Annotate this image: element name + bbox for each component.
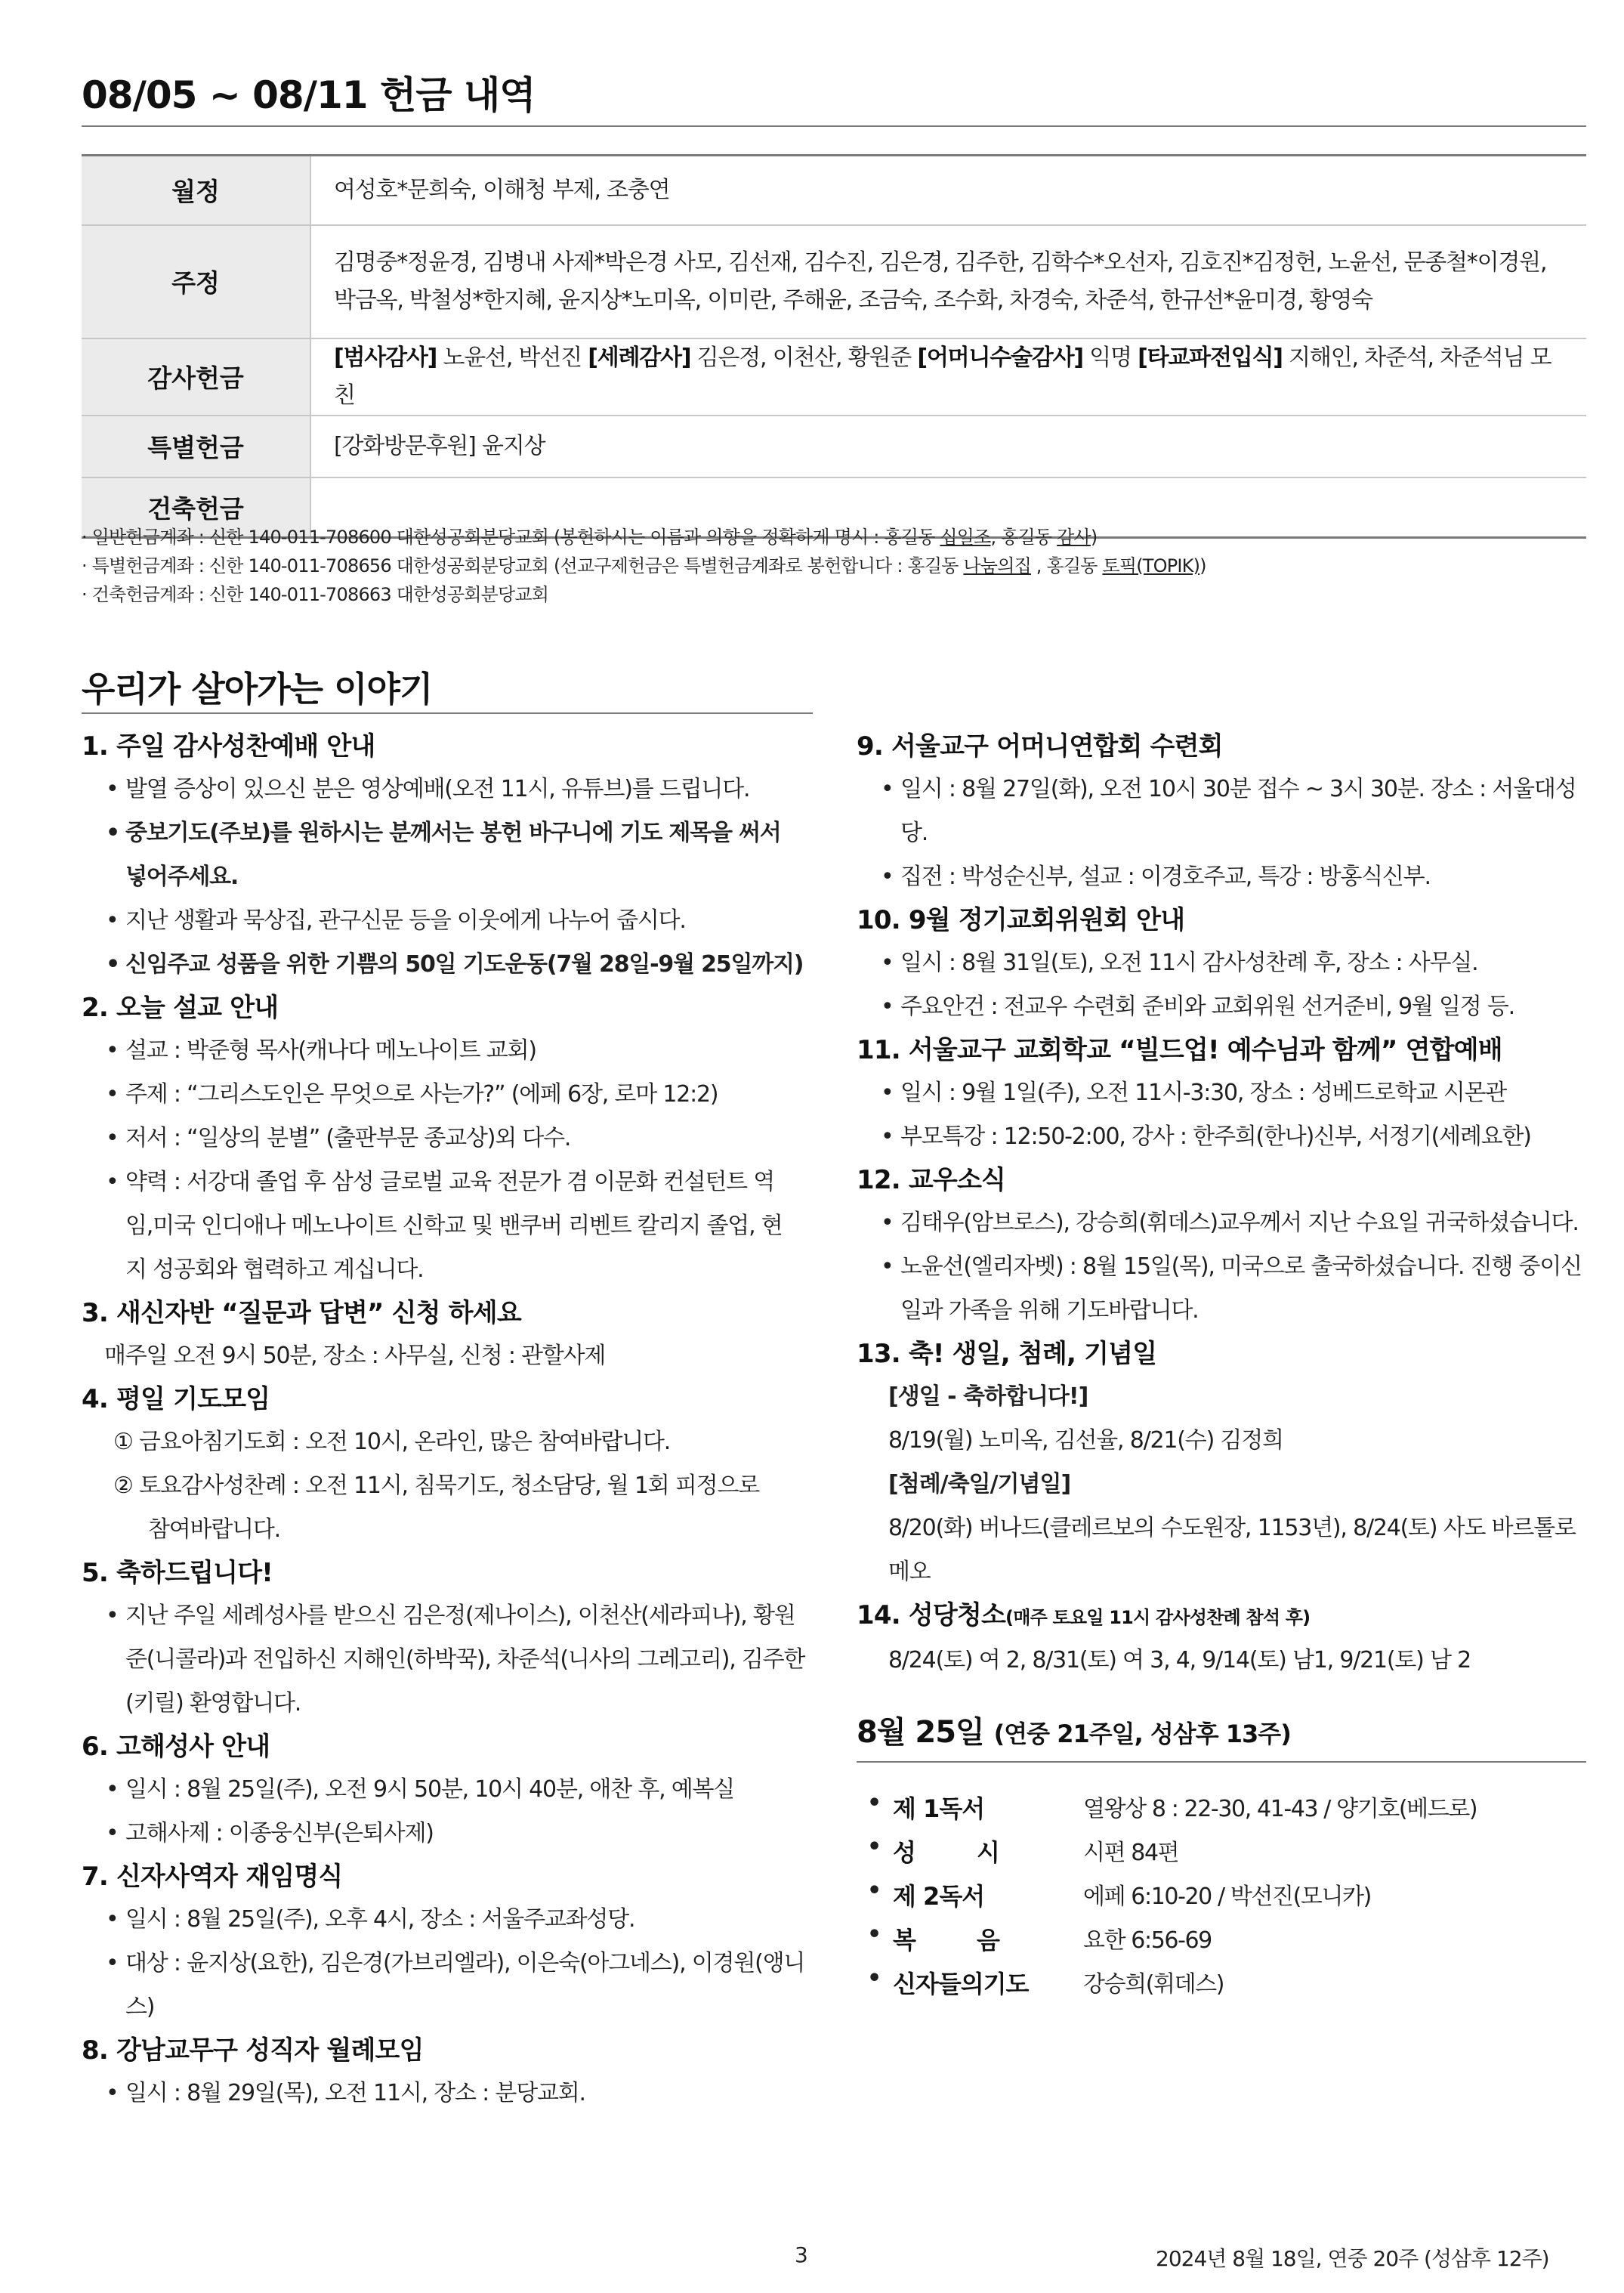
item-title-text: 14. 성당청소 (857, 1600, 1006, 1630)
item-text: 8/20(화) 버나드(클레르보의 수도원장, 1153년), 8/24(토) 사도 바르톨로메오 (888, 1515, 1576, 1585)
page-number: 3 (795, 2242, 808, 2267)
bullet: • 일시 : 9월 1일(주), 오전 11시-3:30, 장소 : 성베드로학교 시몬관 (857, 1071, 1586, 1115)
bullet-line: 임,미국 인디애나 메노나이트 신학교 및 밴쿠버 리벤트 칼리지 졸업, 현 (125, 1213, 783, 1239)
reading-label: 성 시 (893, 1838, 999, 1867)
right-column (857, 725, 1586, 2003)
offering-row (82, 416, 1586, 477)
reading-value: 강승희(휘데스) (1083, 1971, 1224, 1998)
reading-row (857, 1828, 1586, 1871)
reading-row (857, 1871, 1586, 1915)
reading-label: 제 2독서 (893, 1882, 985, 1911)
bullet: • 지난 생활과 묵상집, 관구신문 등을 이웃에게 나누어 줍시다. (82, 899, 813, 943)
left-column (82, 725, 813, 2115)
bullet (857, 1245, 1586, 1333)
bullet: • 신임주교 성품을 위한 기쁨의 50일 기도운동(7월 28일-9월 25일까지) (82, 943, 813, 987)
offering-tag: [타교파전입식] (1138, 344, 1283, 371)
note-underline: 십일조 (940, 527, 991, 548)
item-title: 8. 강남교무구 성직자 월례모임 (82, 2035, 424, 2066)
story-title: 우리가 살아가는 이야기 (82, 669, 433, 709)
readings-date: 8월 25일 (857, 1715, 984, 1750)
bullet: • 김태우(암브로스), 강승희(휘데스)교우께서 지난 수요일 귀국하셨습니다. (857, 1201, 1586, 1245)
offering-row (82, 156, 1586, 225)
bullet: • 고해사제 : 이종웅신부(은퇴사제) (82, 1812, 813, 1856)
bullet: • 일시 : 8월 31일(토), 오전 11시 감사성찬례 후, 장소 : 사무실. (857, 941, 1586, 985)
item-title: 2. 오늘 설교 안내 (82, 993, 279, 1023)
item-title-note: (매주 토요일 11시 감사성찬례 참석 후) (1005, 1607, 1311, 1628)
offering-label: 특별헌금 (82, 416, 310, 477)
offering-names (310, 338, 1586, 416)
note-text: · 일반헌금계좌 : 신한 140-011-708600 대한성공회분당교회 (봉헌하시는 이름과 의향을 정확하게 명시 : 홍길동 (82, 527, 940, 548)
bullet: • 일시 : 8월 27일(화), 오전 10시 30분 접수 ~ 3시 30분. 장소 : 서울대성당. (857, 768, 1586, 855)
reading-value: 열왕상 8 : 22-30, 41-43 / 양기호(베드로) (1083, 1796, 1477, 1822)
bullet-line: 중보기도(주보)를 원하시는 분께서는 봉헌 바구니에 기도 제목을 써서 (125, 820, 781, 846)
offering-title: 08/05 ~ 08/11 헌금 내역 (82, 73, 536, 117)
note-text: , 홍길동 (990, 527, 1057, 548)
item-text: ① 금요아침기도회 : 오전 10시, 온라인, 많은 참여바랍니다. (113, 1429, 671, 1455)
offering-tag: [범사감사] (334, 344, 437, 371)
item-title: 3. 새신자반 “질문과 답변” 신청 하세요 (82, 1298, 521, 1328)
bullet: • 일시 : 8월 29일(목), 오전 11시, 장소 : 분당교회. (82, 2072, 813, 2115)
item-text: ② 토요감사성찬례 : 오전 11시, 침묵기도, 청소담당, 월 1회 피정으로 (113, 1473, 760, 1499)
note-text: ) (1090, 527, 1098, 548)
readings-title (857, 1710, 1586, 1757)
bullet (82, 1160, 813, 1292)
note-underline: 감사 (1057, 527, 1091, 548)
bullet: • 일시 : 8월 25일(주), 오전 9시 50분, 10시 40분, 애찬 후, 예복실 (82, 1768, 813, 1812)
item-text: 8/19(월) 노미옥, 김선율, 8/21(수) 김정희 (888, 1427, 1283, 1454)
bullet-icon: • (867, 1790, 881, 1816)
account-notes (82, 523, 1206, 609)
reading-value: 시편 84편 (1083, 1840, 1179, 1866)
bullet: • 발열 증상이 있으신 분은 영상예배(오전 11시, 유튜브)를 드립니다. (82, 768, 813, 811)
bullet: • 주제 : “그리스도인은 무엇으로 사는가?” (에페 6장, 로마 12:2) (82, 1073, 813, 1117)
bullet-icon: • (867, 1877, 881, 1904)
offering-label: 주정 (82, 225, 310, 338)
item-text: 참여바랍니다. (148, 1516, 281, 1543)
bullet-icon: • (867, 1965, 881, 1992)
bullet: • 설교 : 박준형 목사(캐나다 메노나이트 교회) (82, 1029, 813, 1073)
offering-label: 감사헌금 (82, 338, 310, 416)
reading-label: 제 1독서 (893, 1794, 985, 1823)
offering-row (82, 225, 1586, 338)
item-title: 13. 축! 생일, 첨례, 기념일 (857, 1339, 1157, 1369)
offering-text: 지해인, 차준석, 차준석님 모친 (334, 344, 1551, 409)
reading-row (857, 1784, 1586, 1828)
reading-row (857, 1915, 1586, 1959)
readings-divider (857, 1761, 1586, 1763)
item-title: 1. 주일 감사성찬예배 안내 (82, 731, 375, 762)
note-text: · 특별헌금계좌 : 신한 140-011-708656 대한성공회분당교회 (선교구제헌금은 특별헌금계좌로 봉헌합니다 : 홍길동 (82, 555, 964, 576)
bullet (82, 1594, 813, 1726)
bullet-line: 노윤선(엘리자벳) : 8월 15일(목), 미국으로 출국하셨습니다. 진행 중이신 (900, 1253, 1582, 1280)
item-title: 4. 평일 기도모임 (82, 1384, 270, 1414)
item-title: 12. 교우소식 (857, 1165, 1006, 1195)
reading-label: 복 음 (893, 1926, 999, 1955)
bullet-line: 일과 가족을 위해 기도바랍니다. (900, 1297, 1199, 1324)
bullet-line: 준(니콜라)과 전입하신 지해인(하박꾹), 차준석(니사의 그레고리), 김주한 (125, 1646, 805, 1673)
bullet-line: 지 성공회와 협력하고 계십니다. (125, 1256, 424, 1283)
offering-names: 김명중*정윤경, 김병내 사제*박은경 사모, 김선재, 김수진, 김은경, 김주한, 김학수*오선자, 김호진*김정헌, 노윤선, 문종철*이경원, 박금옥, 박철성*한지혜, 윤지상*노미옥, 이미란, 주해윤, 조금숙, 조수화, 차경숙, 차준석, 한규선*윤미경, 황영숙 (310, 225, 1586, 338)
story-divider (82, 712, 813, 714)
item-title: 10. 9월 정기교회위원회 안내 (857, 905, 1185, 935)
bullet: • 부모특강 : 12:50-2:00, 강사 : 한주희(한나)신부, 서정기(세례요한) (857, 1115, 1586, 1159)
account-note (82, 580, 1206, 609)
readings-subtitle: (연중 21주일, 성삼후 13주) (993, 1720, 1291, 1748)
bullet: • 주요안건 : 전교우 수련회 준비와 교회위원 선거준비, 9월 일정 등. (857, 985, 1586, 1029)
item-title: 11. 서울교구 교회학교 “빌드업! 예수님과 함께” 연합예배 (857, 1035, 1502, 1065)
note-text: · 건축헌금계좌 : 신한 140-011-708663 대한성공회분당교회 (82, 584, 549, 605)
bullet: • 일시 : 8월 25일(주), 오후 4시, 장소 : 서울주교좌성당. (82, 1898, 813, 1942)
offering-row (82, 338, 1586, 416)
bullet: • 저서 : “일상의 분별” (출판부문 종교상)외 다수. (82, 1117, 813, 1160)
sub-heading: [생일 - 축하합니다!] (888, 1383, 1088, 1410)
note-underline: 토픽(TOPIK) (1102, 555, 1200, 576)
sub-heading: [첨례/축일/기념일] (888, 1471, 1071, 1497)
bullet-icon: • (867, 1921, 881, 1948)
item-title: 5. 축하드립니다! (82, 1558, 273, 1588)
account-note (82, 552, 1206, 580)
reading-label: 신자들의기도 (893, 1970, 1029, 1998)
offering-text: 노윤선, 박선진 (437, 344, 588, 371)
offering-table (82, 154, 1586, 539)
reading-row (857, 1959, 1586, 2003)
offering-text: 익명 (1082, 344, 1138, 371)
bullet (82, 811, 813, 899)
offering-tag: [세례감사] (588, 344, 691, 371)
item-title: 7. 신자사역자 재임명식 (82, 1862, 343, 1892)
footer-date: 2024년 8월 18일, 연중 20주 (성삼후 12주) (1156, 2246, 1549, 2271)
title-divider (82, 125, 1586, 127)
offering-text: 김은정, 이천산, 황원준 (690, 344, 918, 371)
offering-label: 월정 (82, 156, 310, 225)
bullet-icon: • (867, 1834, 881, 1860)
note-underline: 나눔의집 (963, 555, 1031, 576)
reading-value: 에페 6:10-20 / 박선진(모니카) (1083, 1884, 1371, 1910)
bullet-line: 대상 : 윤지상(요한), 김은경(가브리엘라), 이은숙(아그네스), 이경원(앵니 (125, 1950, 805, 1976)
offering-label: 건축헌금 (82, 477, 310, 538)
offering-tag: [어머니수술감사] (917, 344, 1083, 371)
bullet (82, 1942, 813, 2029)
reading-value: 요한 6:56-69 (1083, 1927, 1212, 1954)
bullet-line: 지난 주일 세례성사를 받으신 김은정(제나이스), 이천산(세라피나), 황원 (125, 1602, 795, 1629)
item-text: 8/24(토) 여 2, 8/31(토) 여 3, 4, 9/14(토) 남1, 9/21(토) 남 2 (888, 1647, 1471, 1673)
item-title: 9. 서울교구 어머니연합회 수련회 (857, 731, 1223, 762)
offering-names: [강화방문후원] 윤지상 (310, 416, 1586, 477)
bullet-line: (키릴) 환영합니다. (125, 1690, 301, 1717)
item-title: 6. 고해성사 안내 (82, 1732, 270, 1762)
item-title (857, 1594, 1586, 1639)
bullet-line: 약력 : 서강대 졸업 후 삼성 글로벌 교육 전문가 겸 이문화 컨설턴트 역 (125, 1169, 775, 1195)
offering-names: 여성호*문희숙, 이해청 부제, 조충연 (334, 176, 670, 203)
bullet-line: 넣어주세요. (125, 864, 239, 890)
bullet: • 집전 : 박성순신부, 설교 : 이경호주교, 특강 : 방홍식신부. (857, 855, 1586, 899)
item-text: 매주일 오전 9시 50분, 장소 : 사무실, 신청 : 관할사제 (104, 1343, 606, 1369)
note-text: , 홍길동 (1030, 555, 1103, 576)
note-text: ) (1199, 555, 1206, 576)
bullet-line: 스) (125, 1994, 155, 2020)
account-note (82, 523, 1206, 552)
